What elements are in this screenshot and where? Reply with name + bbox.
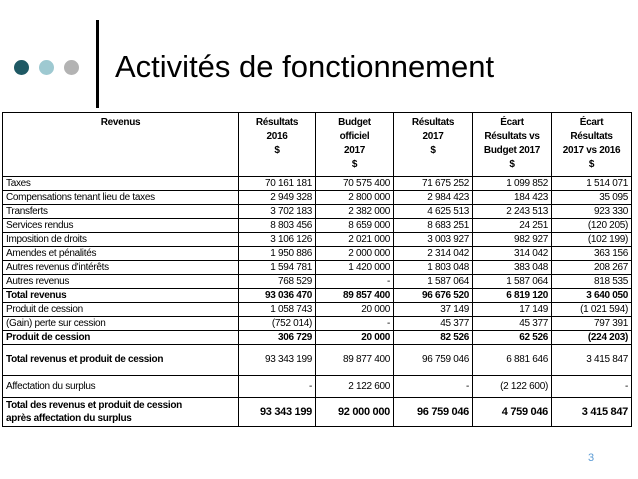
- header-line: $: [588, 159, 595, 170]
- cell-value: -: [552, 376, 632, 398]
- cell-value: 184 423: [473, 191, 552, 205]
- cell-value: 3 640 050: [552, 289, 632, 303]
- cell-value: 70 161 181: [239, 177, 316, 191]
- cell-value: 45 377: [473, 317, 552, 331]
- table-body: [3, 177, 632, 427]
- cell-value: 8 659 000: [316, 219, 394, 233]
- header-line: Résultats: [570, 131, 613, 142]
- cell-value: 45 377: [394, 317, 473, 331]
- table-row: [3, 247, 632, 261]
- row-label: Taxes: [3, 177, 239, 191]
- header-line: 2017 vs 2016: [562, 145, 621, 156]
- row-label: Produit de cession: [3, 303, 239, 317]
- decorative-dots: [14, 60, 84, 76]
- table-row-total-with-cession: [3, 345, 632, 376]
- header-ecart-budget: [473, 113, 552, 177]
- table-row: [3, 317, 632, 331]
- header-budget-2017: [316, 113, 394, 177]
- cell-value: 93 343 199: [239, 398, 316, 427]
- cell-value: 3 106 126: [239, 233, 316, 247]
- row-label: Transferts: [3, 205, 239, 219]
- cell-value: 1 099 852: [473, 177, 552, 191]
- cell-value: 2 314 042: [394, 247, 473, 261]
- header-line: $: [509, 159, 515, 170]
- cell-value: 37 149: [394, 303, 473, 317]
- dot-gray: [64, 60, 79, 75]
- cell-value: 3 415 847: [552, 398, 632, 427]
- cell-value: 20 000: [316, 303, 394, 317]
- cell-value: -: [316, 275, 394, 289]
- table-row: [3, 376, 632, 398]
- header-line: $: [274, 145, 280, 156]
- revenue-table: [2, 112, 632, 427]
- slide-title: Activités de fonctionnement: [115, 49, 495, 84]
- header-line: Résultats: [255, 117, 299, 128]
- row-label: Produit de cession: [3, 331, 239, 345]
- cell-value: 383 048: [473, 261, 552, 275]
- header-line: $: [430, 145, 436, 156]
- cell-value: 982 927: [473, 233, 552, 247]
- cell-value: 93 036 470: [239, 289, 316, 303]
- cell-value: 2 243 513: [473, 205, 552, 219]
- cell-value: 96 676 520: [394, 289, 473, 303]
- table-row: [3, 261, 632, 275]
- cell-value: 35 095: [552, 191, 632, 205]
- cell-value: -: [394, 376, 473, 398]
- cell-value: 363 156: [552, 247, 632, 261]
- table-row-subtotal: [3, 331, 632, 345]
- row-label: (Gain) perte sur cession: [3, 317, 239, 331]
- header-ecart-2016: [552, 113, 632, 177]
- cell-value: 797 391: [552, 317, 632, 331]
- cell-value: 818 535: [552, 275, 632, 289]
- header-line: officiel: [339, 131, 370, 142]
- cell-value: 306 729: [239, 331, 316, 345]
- cell-value: (752 014): [239, 317, 316, 331]
- cell-value: (224 203): [552, 331, 632, 345]
- title-divider: [96, 20, 99, 108]
- table-row: [3, 233, 632, 247]
- row-label: Total revenus: [3, 289, 239, 303]
- cell-value: 2 000 000: [316, 247, 394, 261]
- row-label: Total revenus et produit de cession: [3, 345, 239, 376]
- cell-value: 208 267: [552, 261, 632, 275]
- header-line: Budget: [338, 117, 371, 128]
- cell-value: 6 881 646: [473, 345, 552, 376]
- header-line: Écart: [579, 117, 604, 128]
- cell-value: 17 149: [473, 303, 552, 317]
- cell-value: 923 330: [552, 205, 632, 219]
- cell-value: 8 683 251: [394, 219, 473, 233]
- row-label: Services rendus: [3, 219, 239, 233]
- cell-value: 89 857 400: [316, 289, 394, 303]
- dot-light-teal: [39, 60, 54, 75]
- cell-value: 96 759 046: [394, 398, 473, 427]
- cell-value: -: [316, 317, 394, 331]
- cell-value: 2 382 000: [316, 205, 394, 219]
- cell-value: 2 984 423: [394, 191, 473, 205]
- cell-value: (102 199): [552, 233, 632, 247]
- cell-value: 71 675 252: [394, 177, 473, 191]
- cell-value: 314 042: [473, 247, 552, 261]
- cell-value: 92 000 000: [316, 398, 394, 427]
- cell-value: 93 343 199: [239, 345, 316, 376]
- row-label: Autres revenus d'intérêts: [3, 261, 239, 275]
- cell-value: 2 949 328: [239, 191, 316, 205]
- cell-value: 1 587 064: [394, 275, 473, 289]
- row-label: Autres revenus: [3, 275, 239, 289]
- cell-value: 4 759 046: [473, 398, 552, 427]
- cell-value: 20 000: [316, 331, 394, 345]
- header-revenus: [3, 113, 239, 177]
- header-row: [3, 113, 632, 177]
- header-resultats-2016: [239, 113, 316, 177]
- header-line: 2017: [422, 131, 444, 142]
- cell-value: 82 526: [394, 331, 473, 345]
- table-row: [3, 205, 632, 219]
- header-line: Revenus: [100, 117, 141, 128]
- row-label: Affectation du surplus: [3, 376, 239, 398]
- row-label: Amendes et pénalités: [3, 247, 239, 261]
- table-row: [3, 177, 632, 191]
- dot-dark-teal: [14, 60, 29, 75]
- cell-value: 6 819 120: [473, 289, 552, 303]
- header-line: Écart: [500, 117, 524, 128]
- table-row: [3, 303, 632, 317]
- cell-value: 4 625 513: [394, 205, 473, 219]
- cell-value: 1 420 000: [316, 261, 394, 275]
- cell-value: 2 021 000: [316, 233, 394, 247]
- table-header: [3, 113, 632, 177]
- cell-value: 1 514 071: [552, 177, 632, 191]
- cell-value: 62 526: [473, 331, 552, 345]
- cell-value: (2 122 600): [473, 376, 552, 398]
- row-label: Imposition de droits: [3, 233, 239, 247]
- cell-value: 2 800 000: [316, 191, 394, 205]
- header-line: $: [351, 159, 358, 170]
- cell-value: 96 759 046: [394, 345, 473, 376]
- cell-value: 8 803 456: [239, 219, 316, 233]
- cell-value: 2 122 600: [316, 376, 394, 398]
- cell-value: 1 950 886: [239, 247, 316, 261]
- row-label-line2: après affectation du surplus: [6, 413, 132, 424]
- header-line: 2016: [266, 131, 288, 142]
- table-row: [3, 191, 632, 205]
- table-row-grand-total: [3, 398, 632, 427]
- cell-value: 1 058 743: [239, 303, 316, 317]
- cell-value: 89 877 400: [316, 345, 394, 376]
- table-row-total: [3, 289, 632, 303]
- cell-value: 70 575 400: [316, 177, 394, 191]
- cell-value: 1 803 048: [394, 261, 473, 275]
- cell-value: 3 003 927: [394, 233, 473, 247]
- table-row: [3, 219, 632, 233]
- header-line: Budget 2017: [483, 145, 541, 156]
- table-row: [3, 275, 632, 289]
- cell-value: (1 021 594): [552, 303, 632, 317]
- cell-value: 768 529: [239, 275, 316, 289]
- header-line: Résultats: [411, 117, 455, 128]
- page-number: 3: [588, 452, 595, 464]
- cell-value: (120 205): [552, 219, 632, 233]
- header-resultats-2017: [394, 113, 473, 177]
- cell-value: 3 415 847: [552, 345, 632, 376]
- row-label: [3, 398, 239, 427]
- cell-value: -: [239, 376, 316, 398]
- row-label: Compensations tenant lieu de taxes: [3, 191, 239, 205]
- cell-value: 1 587 064: [473, 275, 552, 289]
- cell-value: 3 702 183: [239, 205, 316, 219]
- header-line: 2017: [343, 145, 366, 156]
- row-label-line1: Total des revenus et produit de cession: [6, 400, 182, 411]
- header-line: Résultats vs: [484, 131, 540, 142]
- cell-value: 24 251: [473, 219, 552, 233]
- cell-value: 1 594 781: [239, 261, 316, 275]
